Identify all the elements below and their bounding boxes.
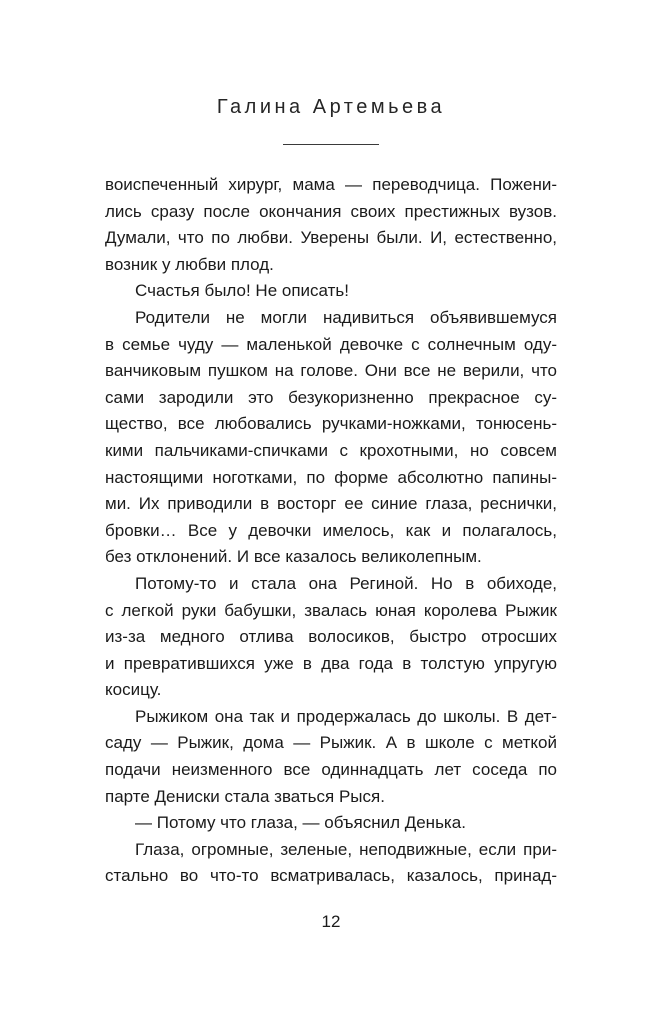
text-line: воиспеченный хирург, мама — переводчица. Пожени- [105,175,557,194]
text-line: ми. Их приводили в восторг ее синие глаза, реснички, [105,494,557,514]
text-line: с легкой руки бабушки, звалась юная королева Рыжик [105,600,557,620]
text-line: щество, все любовались ручками-ножками, тонюсень- [105,414,557,434]
text-line: Родители не могли надивиться объявившемуся [135,307,557,327]
text-line: саду — Рыжик, дома — Рыжик. А в школе с меткой [105,733,557,753]
text-line: стально во что-то всматривалась, казалось, принад- [105,866,557,886]
page-body [105,172,557,890]
text-line: Рыжиком она так и продержалась до школы. В дет- [135,706,557,726]
header-divider [283,144,379,145]
text-line: и превратившихся уже в два года в толстую упругую [105,653,557,673]
text-line: Потому-то и стала она Региной. Но в обиходе, [135,573,557,593]
text-line: Глаза, огромные, зеленые, неподвижные, если при- [135,839,557,859]
page-number: 12 [321,912,341,931]
text-line: возник у любви плод. [105,254,274,274]
text-line: в семье чуду — маленькой девочке с солнечным оду- [105,334,557,354]
text-line: ванчиковым пушком на голове. Они все не верили, что [105,361,557,381]
text-line: Счастья было! Не описать! [135,281,349,301]
text-line: парте Дениски стала зваться Рыся. [105,786,385,806]
text-line: сами зародили это безукоризненно прекрасное су- [105,387,557,407]
text-line: без отклонений. И все казалось великолепным. [105,547,482,567]
author-header: Галина Артемьева [216,96,446,118]
text-line: настоящими ноготками, по форме абсолютно папины- [105,467,557,487]
text-line: Думали, что по любви. Уверены были. И, естественно, [105,228,557,248]
text-line: бровки… Все у девочки имелось, как и полагалось, [105,520,557,540]
text-line: подачи неизменного все одиннадцать лет соседа по [105,760,557,780]
text-line: лись сразу после окончания своих престижных вузов. [105,201,557,221]
text-line: — Потому что глаза, — объяснил Денька. [135,813,466,833]
text-line: косицу. [105,680,162,700]
text-line: кими пальчиками-спичками с крохотными, но совсем [105,440,557,460]
text-line: из-за медного отлива волосиков, быстро отросших [105,627,557,647]
